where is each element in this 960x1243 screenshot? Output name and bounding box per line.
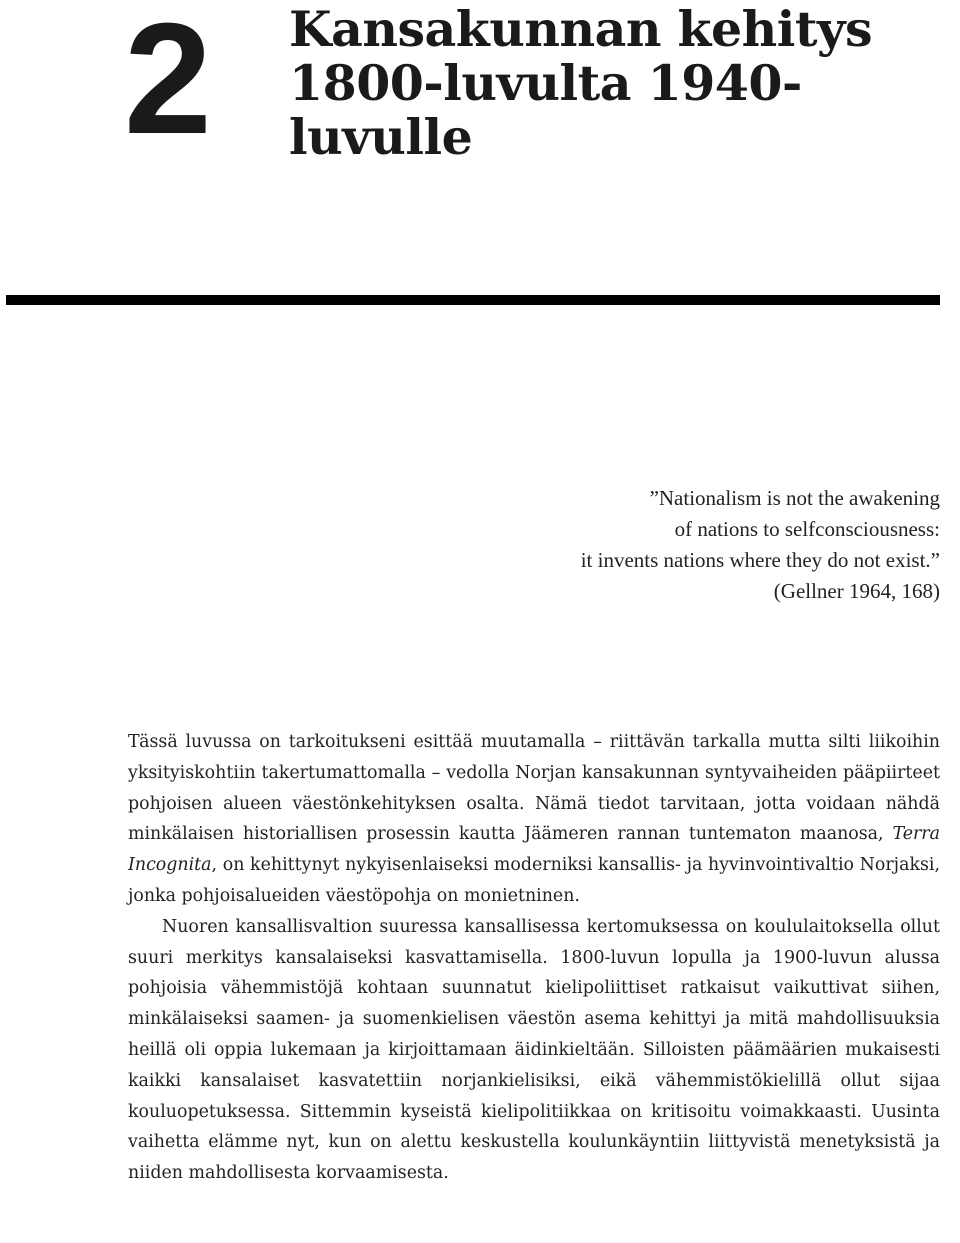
epigraph-line: it invents nations where they do not exist.”	[580, 548, 940, 572]
epigraph-line: ”Nationalism is not the awakening	[649, 486, 940, 510]
paragraph-1	[128, 727, 940, 912]
paragraph-2: Nuoren kansallisvaltion suuressa kansallisessa kertomuksessa on koululaitoksella ollut suuri merkitys kansalaiseksi kasvattamisella. 1800-luvun lopulla ja 1900-luvun alussa pohjoisia vähemmistöjä kohtaan suunnatut kielipoliittiset ratkaisut vaikuttivat siihen, minkälaiseksi saamen- ja suomenkielisen väestön asema kehittyi ja mitä mahdollisuuksia heillä oli oppia lukemaan ja kirjoittamaan äidinkieltään. Silloisten päämäärien mukaisesti kaikki kansalaiset kasvatettiin norjankielisiksi, eikä vähemmistökielillä ollut sijaa kouluopetuksessa. Sittemmin kyseistä kielipolitiikkaa on kritisoitu voimakkaasti. Uusinta vaihetta elämme nyt, kun on alettu keskustella koulunkäyntiin liittyvistä menetyksistä ja niiden mahdollisesta korvaamisesta.	[128, 916, 940, 1184]
chapter-number: 2	[124, 0, 206, 167]
chapter-title-line-2: 1800-luvulta 1940-luvulle	[289, 54, 802, 166]
chapter-title-line-1: Kansakunnan kehitys	[289, 0, 873, 58]
body-text	[128, 727, 940, 1189]
epigraph-source: (Gellner 1964, 168)	[773, 579, 940, 603]
chapter-divider	[6, 295, 940, 305]
paragraph-1-text-b: , on kehittynyt nykyisenlaiseksi moderniksi kansallis- ja hyvinvointivaltio Norjaksi, jonka pohjoisalueiden väestöpohja on monietninen.	[128, 855, 940, 906]
epigraph-line: of nations to selfconsciousness:	[674, 517, 940, 541]
chapter-title	[289, 2, 954, 164]
paragraph-1-italic-term: Terra Incognita	[128, 824, 940, 876]
paragraph-1-text-a: Tässä luvussa on tarkoitukseni esittää muutamalla – riittävän tarkalla mutta silti liikoihin yksityiskohtiin takertumattomalla – vedolla Norjan kansakunnan syntyvaiheiden pääpiirteet pohjoisen alueen väestönkehityksen osalta. Nämä tiedot tarvitaan, jotta voidaan nähdä minkälaisen historiallisen prosessin kautta Jäämeren rannan tuntematon maanosa,	[128, 732, 940, 845]
epigraph-quote	[420, 483, 940, 607]
